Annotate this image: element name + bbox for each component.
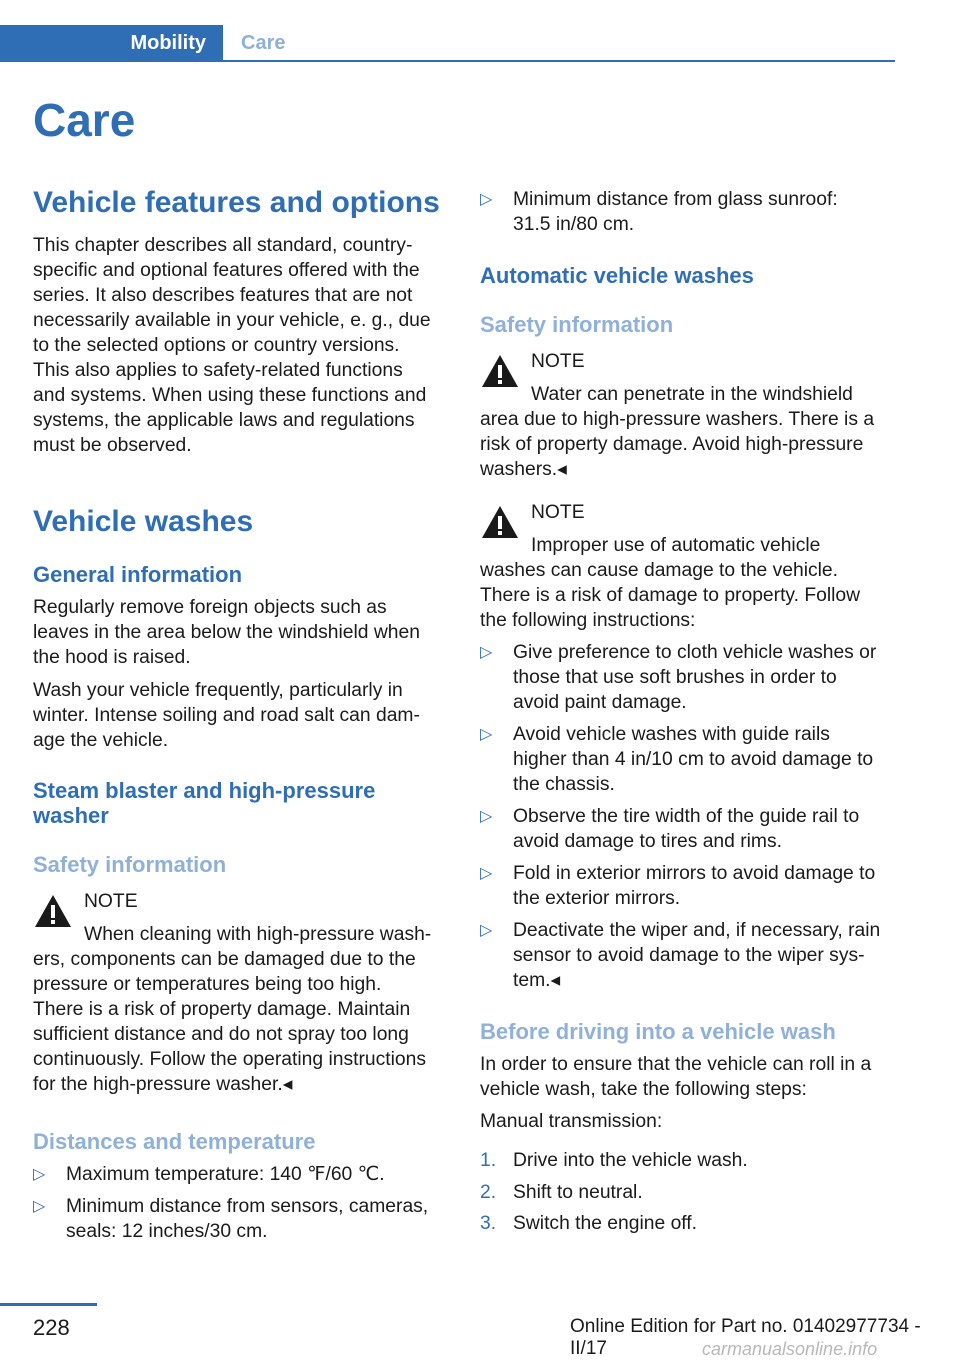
warning-icon: [33, 893, 73, 929]
heading-general-information: General information: [33, 562, 243, 587]
note-text-first-line: When cleaning with high-pressure wash‐: [84, 924, 432, 945]
list-item: ▷ Minimum distance from sensors, cameras, seals: 12 inches/30 cm.: [33, 1196, 429, 1242]
list-item: 1. Drive into the vehicle wash.: [480, 1150, 748, 1171]
general-paragraph-1: Regularly remove foreign objects such as leaves in the area below the windshield when the hood is raised.: [33, 597, 420, 668]
step-number: 3.: [480, 1213, 497, 1234]
bullet-icon: ▷: [33, 1198, 46, 1215]
general-paragraph-2: Wash your vehicle frequently, particularly in winter. Intense soiling and road salt can dam‐ age the vehicle.: [33, 680, 420, 751]
before-text: In order to ensure that the vehicle can roll in a vehicle wash, take the following steps:: [480, 1054, 872, 1100]
heading-before-driving: Before driving into a vehicle wash: [480, 1019, 836, 1044]
note-text: ers, components can be damaged due to the pressure or temperatures being too high. There is a risk of property damage. Maintain sufficient distance and do not spray too long continuously. Follow the operating instructions for the high-pressure washer.◂: [33, 949, 426, 1095]
bullet-icon: ▷: [480, 191, 493, 208]
note-text: area due to high-pressure washers. There is a risk of property damage. Avoid high-pressure washers.◂: [480, 409, 875, 480]
page-title: Care: [33, 94, 136, 146]
footer-rule: [0, 1303, 97, 1306]
bullet-icon: ▷: [33, 1166, 46, 1183]
heading-safety-information: Safety information: [33, 852, 227, 877]
manual-transmission-label: Manual transmission:: [480, 1111, 663, 1132]
heading-distances-temperature: Distances and temperature: [33, 1129, 316, 1154]
vehicle-features-text: This chapter describes all standard, country- specific and optional features offered with the series. It also describes features that are not necessarily available in your vehicle, e. g., due to the selected options or country versions. This also applies to safety-related functions and systems. When using these functions and systems, the applicable laws and regulations must be observed.: [33, 235, 431, 456]
note-text-first-line: Improper use of automatic vehicle: [531, 535, 821, 556]
list-item: ▷ Observe the tire width of the guide rail to avoid damage to tires and rims.: [480, 806, 860, 852]
list-item: 2. Shift to neutral.: [480, 1182, 643, 1203]
bullet-icon: ▷: [480, 922, 493, 939]
note-text: washes can cause damage to the vehicle. There is a risk of damage to property. Follow the following instructions:: [480, 560, 861, 631]
tab-mobility[interactable]: Mobility: [0, 25, 223, 62]
list-item: ▷ Deactivate the wiper and, if necessary, rain sensor to avoid damage to the wiper sys‐ tem.◂: [480, 920, 881, 991]
list-item: 3. Switch the engine off.: [480, 1213, 698, 1234]
bullet-icon: ▷: [480, 808, 493, 825]
heading-vehicle-washes: Vehicle washes: [33, 505, 254, 538]
list-item: ▷ Give preference to cloth vehicle washes or those that use soft brushes in order to avoid paint damage.: [480, 642, 877, 713]
tab-care[interactable]: Care: [241, 32, 286, 54]
edition-text: Online Edition for Part no. 01402977734 - II/17: [570, 1316, 921, 1359]
chapter-tab-bar: [0, 25, 895, 62]
list-item: ▷ Minimum distance from glass sunroof: 31.5 in/80 cm.: [480, 189, 838, 235]
note-label: NOTE: [84, 891, 138, 912]
step-number: 2.: [480, 1182, 497, 1203]
warning-icon: [480, 504, 520, 540]
heading-safety-information: Safety information: [480, 312, 674, 337]
list-item: ▷ Maximum temperature: 140 ℉/60 ℃.: [33, 1164, 385, 1185]
bullet-icon: ▷: [480, 644, 493, 661]
note-text-first-line: Water can penetrate in the windshield: [531, 384, 853, 405]
warning-icon: [480, 353, 520, 389]
note-label: NOTE: [531, 502, 585, 523]
step-number: 1.: [480, 1150, 497, 1171]
watermark: carmanualsonline.info: [702, 1339, 878, 1359]
heading-automatic-vehicle-washes: Automatic vehicle washes: [480, 263, 754, 288]
heading-vehicle-features: Vehicle features and options: [33, 186, 440, 219]
bullet-icon: ▷: [480, 865, 493, 882]
list-item: ▷ Avoid vehicle washes with guide rails higher than 4 in/10 cm to avoid damage to the chassis.: [480, 724, 874, 795]
bullet-icon: ▷: [480, 726, 493, 743]
list-item: ▷ Fold in exterior mirrors to avoid damage to the exterior mirrors.: [480, 863, 876, 909]
note-label: NOTE: [531, 351, 585, 372]
page-number: 228: [33, 1315, 70, 1340]
heading-steam-blaster: Steam blaster and high-pressure washer: [33, 778, 376, 828]
